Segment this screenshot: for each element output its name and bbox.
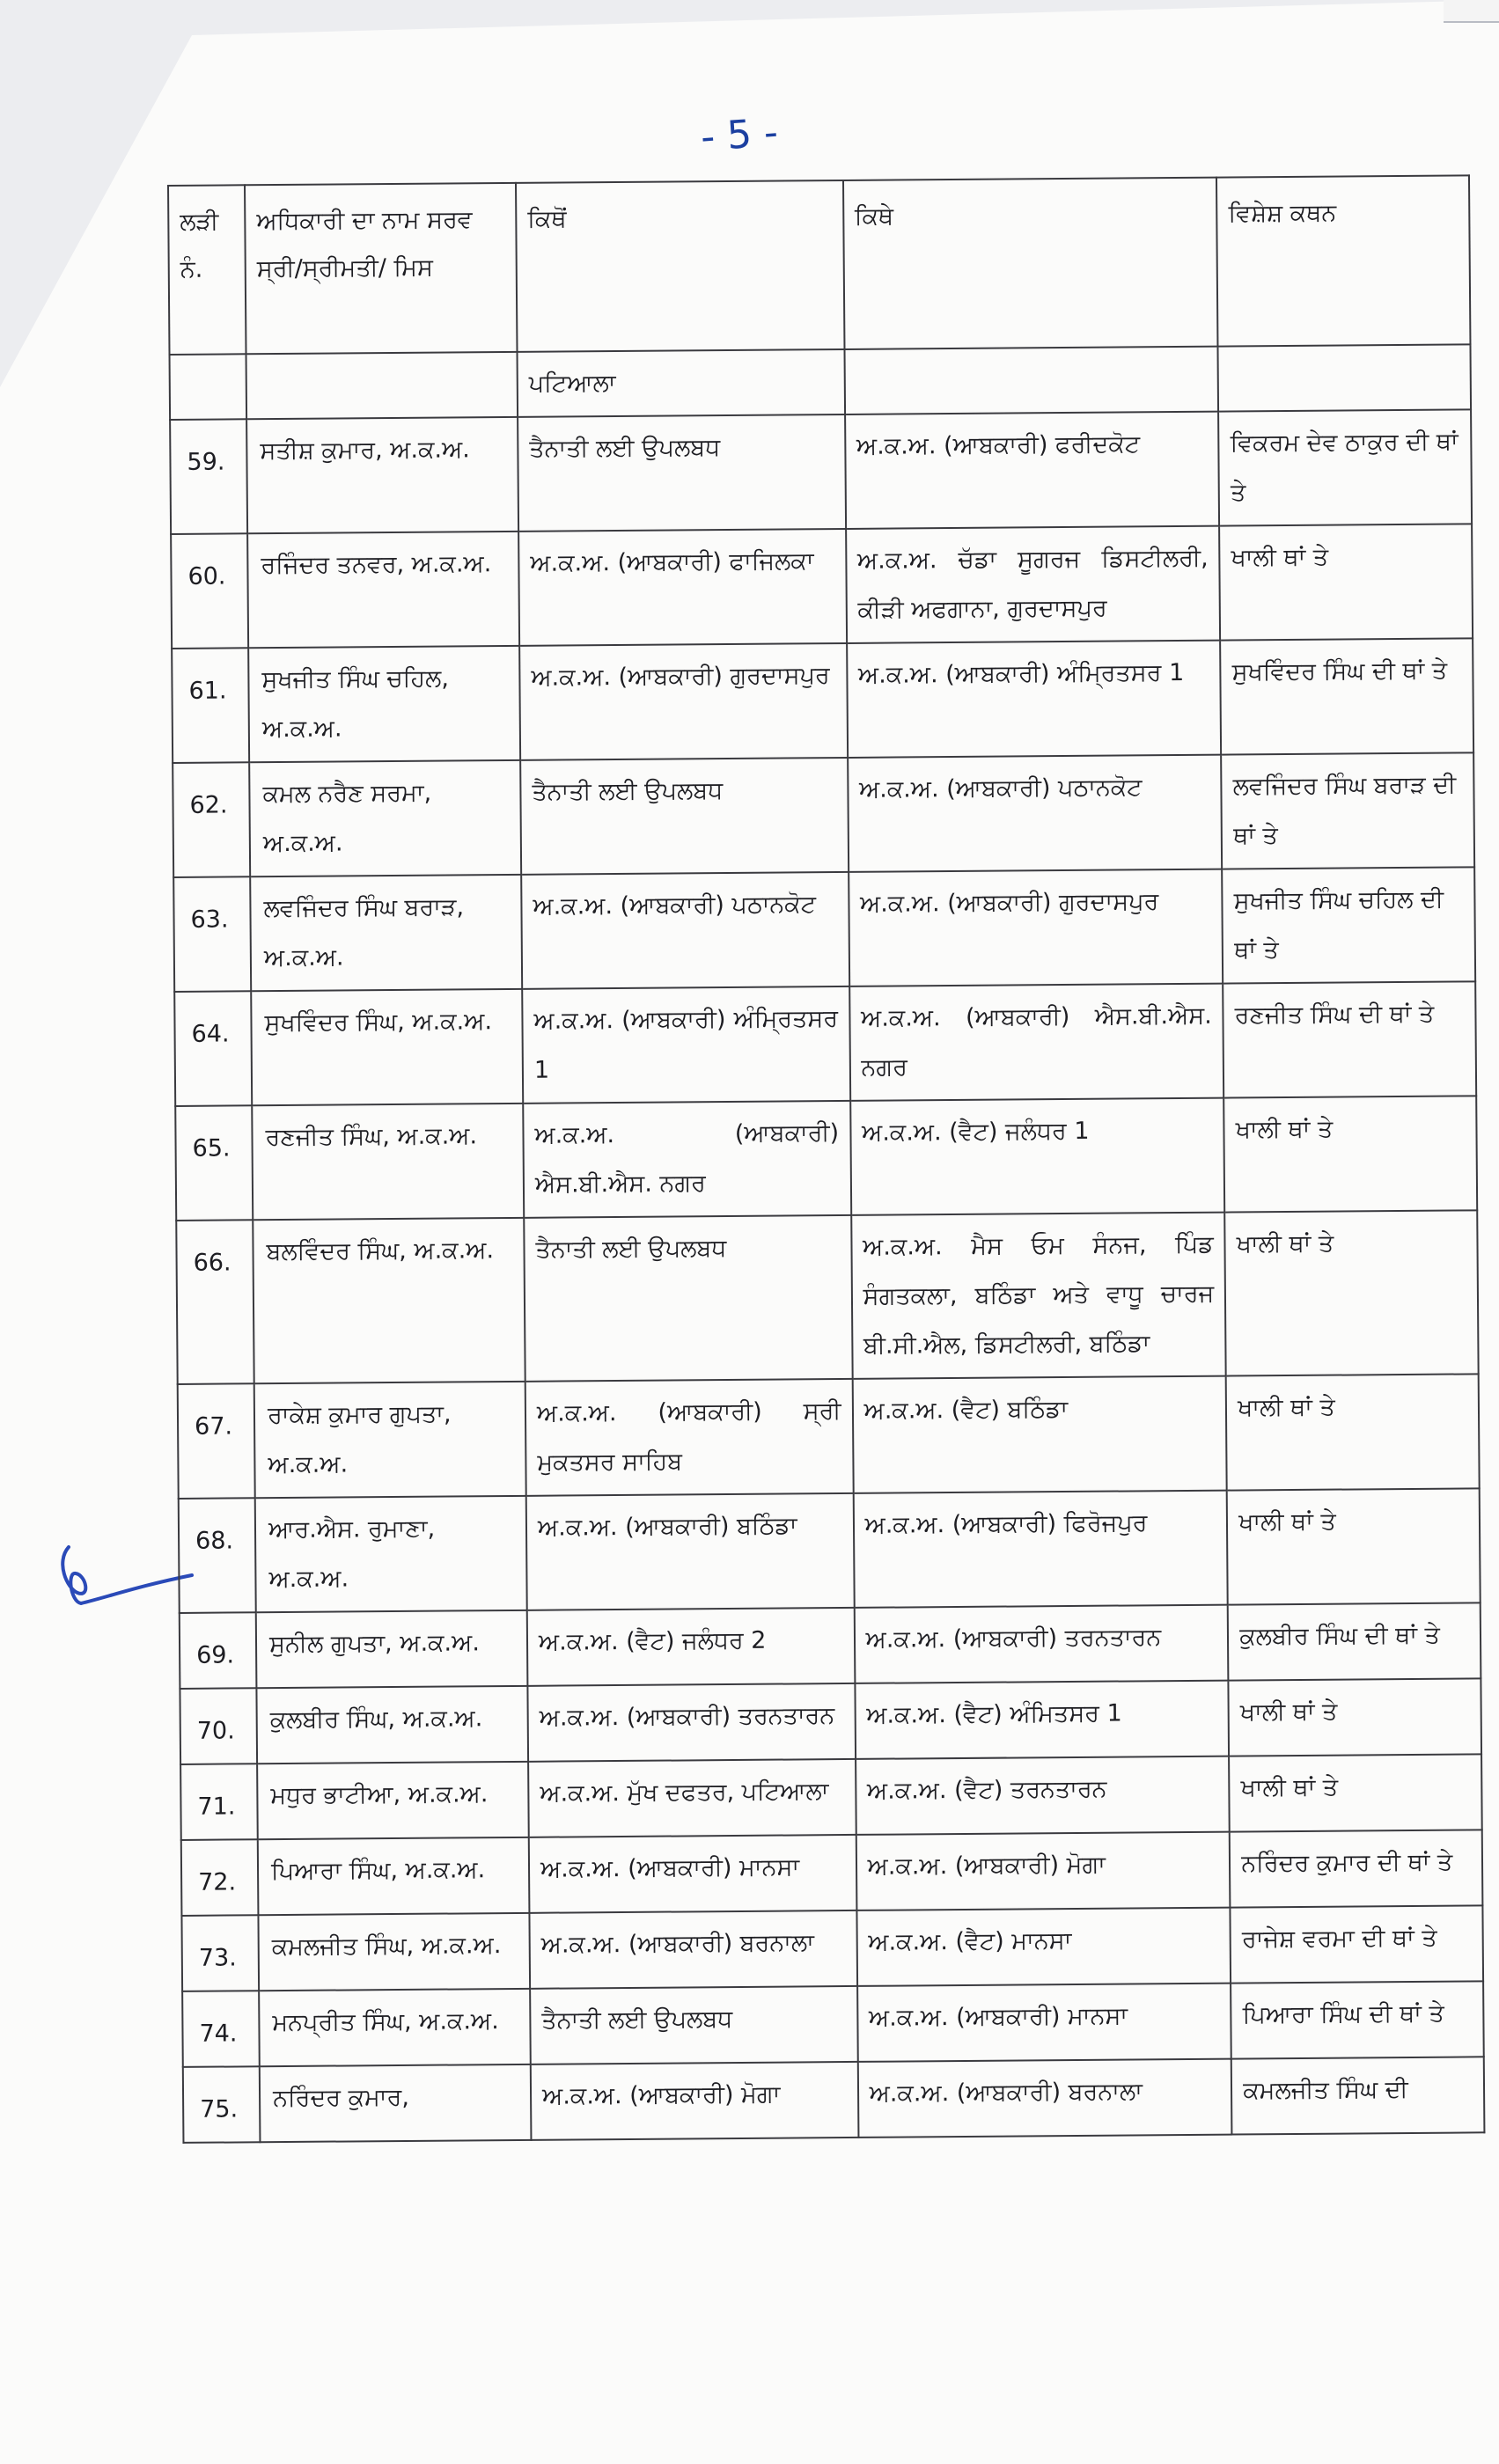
remarks-cell: ਵਿਕਰਮ ਦੇਵ ਠਾਕੁਰ ਦੀ ਥਾਂ ਤੇ: [1218, 409, 1472, 525]
serial-cell: 65.: [175, 1105, 253, 1221]
serial-cell: 75.: [183, 2066, 261, 2143]
to-cell: ਅ.ਕ.ਅ. (ਵੈਟ) ਬਠਿੰਡਾ: [852, 1376, 1227, 1493]
table-row: [171, 524, 1473, 649]
remarks-cell: ਖਾਲੀ ਥਾਂ ਤੇ: [1224, 1210, 1478, 1375]
table-row: [183, 2057, 1485, 2143]
from-cell: ਤੈਨਾਤੀ ਲਈ ਉਪਲਬਧ: [524, 1215, 852, 1382]
from-cell: ਅ.ਕ.ਅ. (ਆਬਕਾਰੀ) ਤਰਨਤਾਰਨ: [527, 1683, 855, 1762]
to-cell: ਅ.ਕ.ਅ. (ਆਬਕਾਰੀ) ਬਰਨਾਲਾ: [857, 2059, 1231, 2138]
serial-cell: 74.: [182, 1991, 260, 2067]
serial-cell: 72.: [181, 1839, 259, 1916]
to-cell: ਅ.ਕ.ਅ. (ਵੈਟ) ਅੰਮਿਤਸਰ 1: [855, 1681, 1229, 1759]
remarks-cell: ਖਾਲੀ ਥਾਂ ਤੇ: [1229, 1678, 1481, 1756]
to-cell: ਅ.ਕ.ਅ. (ਆਬਕਾਰੀ) ਐਸ.ਬੀ.ਐਸ. ਨਗਰ: [849, 984, 1224, 1101]
table-row: [173, 752, 1474, 877]
name-cell: ਰਣਜੀਤ ਸਿੰਘ, ਅ.ਕ.ਅ.: [252, 1104, 524, 1220]
table-row: [180, 1754, 1482, 1840]
from-cell: ਅ.ਕ.ਅ. (ਆਬਕਾਰੀ) ਮਾਨਸਾ: [529, 1835, 856, 1913]
name-cell: ਮਨਪ੍ਰੀਤ ਸਿੰਘ, ਅ.ਕ.ਅ.: [259, 1989, 531, 2066]
from-cell: ਤੈਨਾਤੀ ਲਈ ਉਪਲਬਧ: [520, 758, 849, 875]
serial-cell: 62.: [173, 762, 250, 877]
from-cell: ਅ.ਕ.ਅ. ਮੁੱਖ ਦਫਤਰ, ਪਟਿਆਲਾ: [528, 1759, 856, 1837]
table-row: [173, 867, 1475, 992]
serial-cell: 63.: [173, 876, 251, 992]
remarks-cell: ਖਾਲੀ ਥਾਂ ਤੇ: [1223, 1096, 1477, 1212]
transfer-table: [167, 174, 1485, 2144]
to-cell: ਅ.ਕ.ਅ. ਮੈਸ ਓਮ ਸੰਨਜ, ਪਿੰਡ ਸੰਗਤਕਲਾ, ਬਠਿੰਡਾ ਅਤੇ ਵਾਧੂ ਚਾਰਜ ਬੀ.ਸੀ.ਐਲ, ਡਿਸਟੀਲਰੀ, ਬਠਿੰਡਾ: [851, 1213, 1226, 1379]
serial-cell: 67.: [178, 1383, 255, 1499]
name-cell: ਲਵਜਿੰਦਰ ਸਿੰਘ ਬਰਾੜ, ਅ.ਕ.ਅ.: [250, 875, 522, 991]
remarks-cell: ਖਾਲੀ ਥਾਂ ਤੇ: [1219, 524, 1473, 640]
name-cell: ਸੁਖਜੀਤ ਸਿੰਘ ਚਹਿਲ, ਅ.ਕ.ਅ.: [248, 646, 520, 762]
name-cell: ਆਰ.ਐਸ. ਰੁਮਾਣਾ, ਅ.ਕ.ਅ.: [255, 1496, 527, 1612]
page-number: - 5 -: [699, 110, 780, 160]
remarks-cell: ਰਾਜੇਸ਼ ਵਰਮਾ ਦੀ ਥਾਂ ਤੇ: [1231, 1905, 1483, 1983]
table-row: [180, 1602, 1481, 1689]
remarks-cell: ਕੁਲਬੀਰ ਸਿੰਘ ਦੀ ਥਾਂ ਤੇ: [1228, 1602, 1481, 1680]
from-cell: ਅ.ਕ.ਅ. (ਆਬਕਾਰੀ) ਸ੍ਰੀ ਮੁਕਤਸਰ ਸਾਹਿਬ: [525, 1379, 854, 1496]
name-cell: ਸਤੀਸ਼ ਕੁਮਾਰ, ਅ.ਕ.ਅ.: [246, 417, 518, 533]
remarks-cell: ਕਮਲਜੀਤ ਸਿੰਘ ਦੀ: [1231, 2057, 1484, 2134]
name-cell: ਪਿਆਰਾ ਸਿੰਘ, ਅ.ਕ.ਅ.: [258, 1837, 530, 1915]
header-to: ਕਿਥੇ: [843, 178, 1218, 349]
serial-cell: 61.: [172, 648, 249, 763]
table-row: [179, 1488, 1481, 1613]
table-row: [170, 409, 1472, 534]
remarks-cell: ਸੁਖਜੀਤ ਸਿੰਘ ਚਹਿਲ ਦੀ ਥਾਂ ਤੇ: [1222, 867, 1475, 983]
to-cell: ਅ.ਕ.ਅ. (ਵੈਟ) ਜਲੰਧਰ 1: [850, 1098, 1225, 1215]
from-cell: ਤੈਨਾਤੀ ਲਈ ਉਪਲਬਧ: [530, 1986, 857, 2064]
name-cell: ਸੁਖਵਿੰਦਰ ਸਿੰਘ, ਅ.ਕ.ਅ.: [251, 989, 523, 1105]
to-cell: ਅ.ਕ.ਅ. ਚੱਡਾ ਸੂਗਰਜ ਡਿਸਟੀਲਰੀ, ਕੀੜੀ ਅਫਗਾਨਾ, ਗੁਰਦਾਸਪੁਰ: [846, 526, 1221, 643]
remarks-cell: ਖਾਲੀ ਥਾਂ ਤੇ: [1226, 1374, 1480, 1490]
table-row: [180, 1678, 1481, 1764]
name-cell: ਕੁਲਬੀਰ ਸਿੰਘ, ਅ.ਕ.ਅ.: [256, 1686, 528, 1764]
serial-cell: 59.: [170, 419, 247, 534]
from-cell: ਅ.ਕ.ਅ. (ਆਬਕਾਰੀ) ਫਾਜਿਲਕਾ: [518, 529, 847, 646]
remarks-cell: ਨਰਿੰਦਰ ਕੁਮਾਰ ਦੀ ਥਾਂ ਤੇ: [1230, 1830, 1482, 1907]
table-row: [181, 1905, 1483, 1991]
serial-cell: 73.: [181, 1915, 259, 1991]
remarks-cell: ਲਵਜਿੰਦਰ ਸਿੰਘ ਬਰਾੜ ਦੀ ਥਾਂ ਤੇ: [1221, 752, 1474, 869]
name-cell: ਕਮਲਜੀਤ ਸਿੰਘ, ਅ.ਕ.ਅ.: [259, 1913, 531, 1991]
name-cell: ਨਰਿੰਦਰ ਕੁਮਾਰ,: [260, 2064, 532, 2142]
serial-cell: 70.: [180, 1688, 257, 1764]
serial-cell: 69.: [180, 1612, 257, 1689]
district-row: [170, 344, 1472, 420]
name-cell: ਰਜਿੰਦਰ ਤਨਵਰ, ਅ.ਕ.ਅ.: [247, 532, 519, 648]
from-cell: ਅ.ਕ.ਅ. (ਆਬਕਾਰੀ) ਗੁਰਦਾਸਪੁਰ: [519, 643, 848, 760]
to-cell: ਅ.ਕ.ਅ. (ਵੈਟ) ਮਾਨਸਾ: [856, 1908, 1231, 1986]
name-cell: ਰਾਕੇਸ਼ ਕੁਮਾਰ ਗੁਪਤਾ, ਅ.ਕ.ਅ.: [254, 1382, 526, 1498]
from-cell: ਅ.ਕ.ਅ. (ਵੈਟ) ਜਲੰਧਰ 2: [527, 1608, 855, 1686]
to-cell: ਅ.ਕ.ਅ. (ਆਬਕਾਰੀ) ਗੁਰਦਾਸਪੁਰ: [849, 869, 1223, 986]
table-row: [172, 638, 1473, 763]
remarks-cell: ਪਿਆਰਾ ਸਿੰਘ ਦੀ ਥਾਂ ਤੇ: [1231, 1981, 1483, 2058]
remarks-cell: ਖਾਲੀ ਥਾਂ ਤੇ: [1227, 1488, 1481, 1604]
remarks-cell: ਸੁਖਵਿੰਦਰ ਸਿੰਘ ਦੀ ਥਾਂ ਤੇ: [1220, 638, 1473, 754]
header-remarks: ਵਿਸ਼ੇਸ਼ ਕਥਨ: [1216, 175, 1470, 346]
header-name: ਅਧਿਕਾਰੀ ਦਾ ਨਾਮ ਸਰਵ ਸ੍ਰੀ/ਸ੍ਰੀਮਤੀ/ ਮਿਸ: [245, 183, 517, 354]
table-row: [176, 1210, 1478, 1384]
from-cell: ਅ.ਕ.ਅ. (ਆਬਕਾਰੀ) ਮੋਗਾ: [531, 2062, 858, 2140]
name-cell: ਕਮਲ ਨਰੈਣ ਸਰਮਾ, ਅ.ਕ.ਅ.: [249, 760, 521, 876]
to-cell: ਅ.ਕ.ਅ. (ਆਬਕਾਰੀ) ਪਠਾਨਕੋਟ: [848, 755, 1223, 872]
name-cell: ਮਧੁਰ ਭਾਟੀਆ, ਅ.ਕ.ਅ.: [257, 1762, 529, 1839]
to-cell: ਅ.ਕ.ਅ. (ਆਬਕਾਰੀ) ਮਾਨਸਾ: [857, 1984, 1231, 2062]
serial-cell: 66.: [176, 1220, 254, 1384]
from-cell: ਅ.ਕ.ਅ. (ਆਬਕਾਰੀ) ਅੰਮ੍ਰਿਤਸਰ 1: [522, 986, 850, 1104]
district-label: ਪਟਿਆਲਾ: [517, 349, 844, 417]
from-cell: ਅ.ਕ.ਅ. (ਆਬਕਾਰੀ) ਬਰਨਾਲਾ: [529, 1910, 856, 1989]
to-cell: ਅ.ਕ.ਅ. (ਆਬਕਾਰੀ) ਮੋਗਾ: [856, 1832, 1230, 1910]
to-cell: ਅ.ਕ.ਅ. (ਵੈਟ) ਤਰਨਤਾਰਨ: [856, 1756, 1230, 1835]
from-cell: ਅ.ਕ.ਅ. (ਆਬਕਾਰੀ) ਪਠਾਨਕੋਟ: [521, 872, 849, 989]
serial-cell: 64.: [174, 991, 252, 1106]
name-cell: ਬਲਵਿੰਦਰ ਸਿੰਘ, ਅ.ਕ.ਅ.: [253, 1218, 525, 1383]
from-cell: ਅ.ਕ.ਅ. (ਆਬਕਾਰੀ) ਬਠਿੰਡਾ: [526, 1493, 855, 1610]
table-header-row: [168, 175, 1470, 355]
table-row: [181, 1830, 1483, 1916]
serial-cell: 71.: [180, 1764, 258, 1840]
remarks-cell: ਰਣਜੀਤ ਸਿੰਘ ਦੀ ਥਾਂ ਤੇ: [1223, 981, 1476, 1097]
to-cell: ਅ.ਕ.ਅ. (ਆਬਕਾਰੀ) ਫਰੀਦਕੋਟ: [845, 412, 1220, 529]
table-row: [182, 1981, 1484, 2067]
page-edge-shadow: [1444, 0, 1499, 23]
table-row: [178, 1374, 1480, 1499]
remarks-cell: ਖਾਲੀ ਥਾਂ ਤੇ: [1229, 1754, 1481, 1831]
name-cell: ਸੁਨੀਲ ਗੁਪਤਾ, ਅ.ਕ.ਅ.: [256, 1610, 528, 1688]
to-cell: ਅ.ਕ.ਅ. (ਆਬਕਾਰੀ) ਅੰਮ੍ਰਿਤਸਰ 1: [847, 641, 1222, 758]
table-row: [174, 981, 1476, 1106]
to-cell: ਅ.ਕ.ਅ. (ਆਬਕਾਰੀ) ਫਿਰੋਜਪੁਰ: [853, 1491, 1228, 1608]
serial-cell: 68.: [179, 1498, 256, 1613]
from-cell: ਤੈਨਾਤੀ ਲਈ ਉਪਲਬਧ: [518, 414, 846, 532]
table-row: [175, 1096, 1477, 1221]
to-cell: ਅ.ਕ.ਅ. (ਆਬਕਾਰੀ) ਤਰਨਤਾਰਨ: [854, 1605, 1228, 1683]
header-serial: ਲੜੀ ਨੰ.: [168, 185, 246, 355]
header-from: ਕਿਥੋਂ: [516, 180, 844, 352]
transfer-table-container: [167, 174, 1487, 2306]
serial-cell: 60.: [171, 533, 248, 649]
from-cell: ਅ.ਕ.ਅ. (ਆਬਕਾਰੀ) ਐਸ.ਬੀ.ਐਸ. ਨਗਰ: [523, 1101, 851, 1218]
